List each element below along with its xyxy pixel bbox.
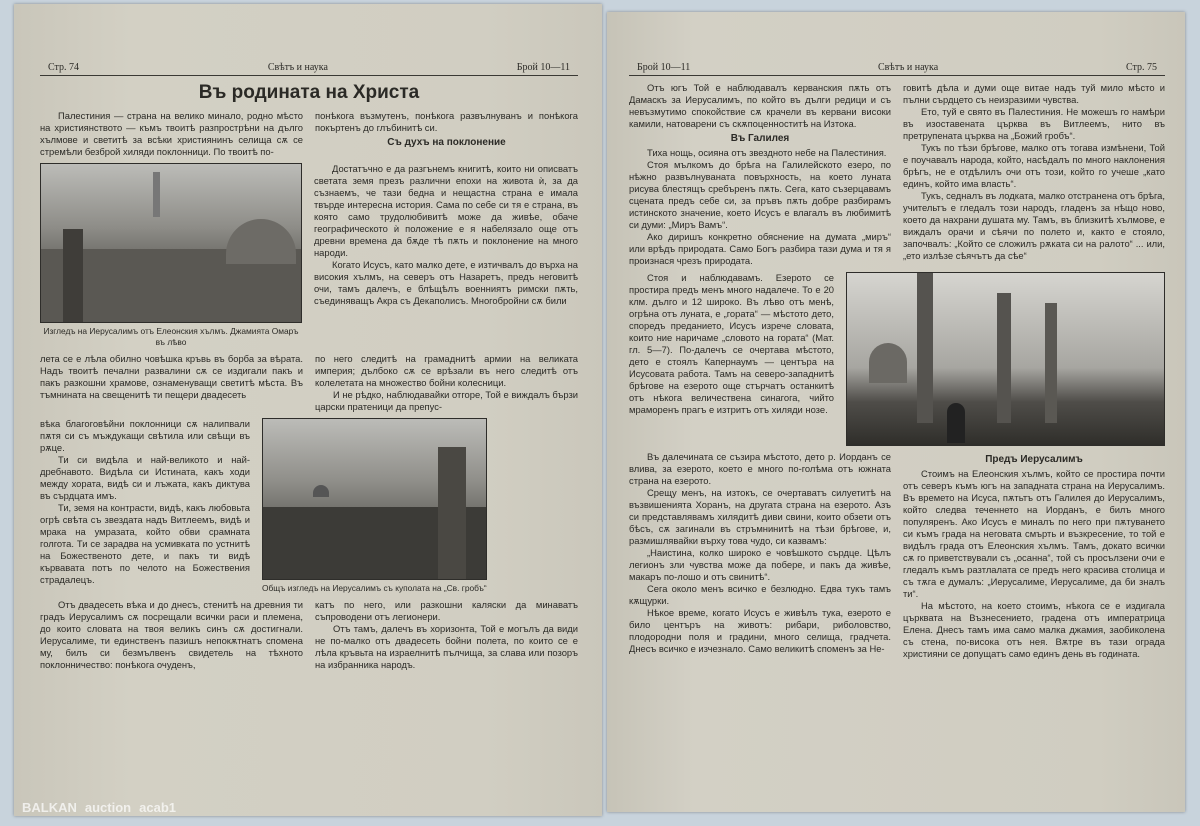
paragraph: Отъ югъ Той е наблюдавалъ керванския пѫть отъ Дамаскъ за Иерусалимъ, по който въ дълги редици и съ невъзмутимо спокойствие сѫ крачели въ кервани високи камили, натоварени съ скѫпоценноститѣ на Изтока. — [629, 82, 891, 129]
watermark-line: BALKAN — [22, 800, 77, 815]
article-title: Въ родината на Христа — [198, 82, 420, 103]
paragraph: говитѣ дѣла и думи още витае надъ туй мило мѣсто и пълни сърдцето съ неизразими чувства. — [903, 82, 1165, 105]
left-page — [14, 4, 602, 816]
paragraph: вѣка благоговѣйни поклонници сѫ налипвали пѫтя си съ мъждукащи свѣтила или свѣщи въ рѫце. — [40, 418, 250, 453]
text-column — [903, 82, 1165, 262]
section-heading: Съ духъ на поклонение — [387, 137, 506, 148]
paragraph: Стоя и наблюдавамъ. Езерото се простира предъ менъ много надалече. То е 20 клм. дълго и 12 широко. Въ лѣво отъ менѣ, огрѣна отъ луната, е „гората“ — мѣстото дето, споредъ преданието, Исусъ изрече словата, които ние наричаме „словото на гората“ (Мат. гл. 5—7). По-далечъ се очертава мѣстото, дето е стоялъ Капернаумъ — центъра на Исусовата работа. Тамъ на северо-западнитѣ брѣгове на езерото още стърчатъ останкитѣ отъ нѣкога величествена синагога, чийто мраморенъ прагъ е изтритъ отъ хиляди нозе. — [629, 272, 834, 415]
paragraph: На мѣстото, на което стоимъ, нѣкога се е издигала църквата на Възнесението, градена отъ императрица Елена. Днесъ тамъ има само малка джамия, заобиколена съ стена, по-висока отъ нея. Вѫтре въ тази ограда християни се допущатъ само единъ день въ годината. — [903, 600, 1165, 659]
paragraph: Отъ тамъ, далечъ въ хоризонта, Той е могълъ да види не по-малко отъ двадесеть бойни полета, по които се е лѣла кръвьта на израелнитѣ пълчища, за слава или позоръ на избранника народъ. — [315, 623, 578, 670]
paragraph: И не рѣдко, наблюдавайки отгоре, Той е виждалъ бързи царски пратеници да препус- — [315, 389, 578, 412]
text-column — [314, 163, 578, 307]
text-column — [315, 353, 578, 413]
text-column — [40, 110, 303, 158]
text-column — [40, 599, 303, 671]
paragraph: Тукъ, седналъ въ лодката, малко отстранена отъ брѣга, учительтъ е гледалъ този народъ, гладенъ за нѣщо ново, което да нахрани душата му. Тамъ, въ близкитѣ хълмове, е виждалъ орачи и сѣячи по полето и, както е стояло, започвалъ: „Който се сложилъ рѫката си на ралото“ ... или, „ето излѣзе сѣячътъ да сѣе“ — [903, 190, 1165, 261]
photo-dome-of-the-rock — [846, 272, 1165, 446]
paragraph: Срещу менъ, на изтокъ, се очертаватъ силуетитѣ на възвишенията Хоранъ, на другата страна на езерото. Азъ си представлявамъ хилядитѣ диви свини, които обзети отъ бѣсъ, сѫ загинали въ стръмнинитѣ на тѣзи брѣгове, и, размишлявайки върху това чудо, си казвамъ: — [629, 487, 891, 546]
paragraph: Достатъчно е да разгънемъ книгитѣ, които ни описватъ светата земя презъ различни епохи на живота ѝ, за да съзнаемъ, че тази бедна и нещастна страна е имала твърде интересна история. Сама по себе си тя е страна, въ която само трудолюбивитѣ може да живѣе, обаче географическото ѝ положение е я набелязало още отъ древни времена да бѫде тѣ пѫть и поклонение на много народи. — [314, 163, 578, 258]
photo-jerusalem-view — [40, 163, 302, 323]
page-header — [40, 62, 578, 76]
paragraph: Сега около менъ всичко е безлюдно. Едва тукъ тамъ кѫщурки. — [629, 583, 891, 606]
right-page — [607, 12, 1185, 812]
magazine-name: Свѣтъ и наука — [267, 62, 328, 73]
paragraph: Тукъ по тѣзи брѣгове, малко отъ тогава измѣнени, Той е поучавалъ народа, който, насѣдалъ по много наклонения брѣгъ, не е отдѣлилъ очи отъ този, който го учеше „като единъ, който има власть“. — [903, 142, 1165, 189]
figure — [262, 418, 487, 594]
section-heading: Въ Галилея — [730, 133, 790, 144]
text-column — [40, 418, 250, 586]
paragraph: Тиха нощь, осияна отъ звездното небе на Палестиния. — [647, 147, 887, 158]
paragraph: Отъ двадесеть вѣка и до днесъ, стенитѣ на древния ти градъ Иерусалимъ сѫ посрещали всички раси и племена, до които словата на твоя великъ синъ сѫ достигнали. Иерусалиме, ти единственъ пазишъ непокѫтнатъ спомена му, билъ си безмълвенъ свидетель на тѣхното поклонничество: понѣкога очуденъ, — [40, 599, 303, 670]
section-heading: Предъ Иерусалимъ — [985, 454, 1083, 465]
paragraph: Стоя мълкомъ до брѣга на Галилейското езеро, по нѣжно развълнуваната повърхность, на което луната рисува блестящъ сребъренъ пѫть. Сега, като съзерцавамъ сцената предъ себе си, за пръвъ пѫть добре разбирамъ истинското значение, което Исусъ е влагалъ въ любимитѣ си думи: „Миръ Вамъ“. — [629, 159, 891, 230]
paragraph: понѣкога възмутенъ, понѣкога развълнуванъ и понѣкога покъртенъ до глъбинитѣ си. — [315, 110, 578, 133]
paragraph: „Наистина, колко широко е човѣшкото сърдце. Цѣлъ легионъ зли чувства може да побере, и пакъ да живѣе, макаръ по-лошо и отъ свинитѣ“. — [629, 547, 891, 582]
figure — [846, 272, 1165, 446]
page-number: Стр. 74 — [48, 62, 80, 73]
page-header — [629, 62, 1165, 76]
paragraph: лета се е лѣла обилно човѣшка кръвь въ борба за вѣрата. Надъ твоитѣ печални развалини сѫ се издигали пакъ и пакъ разкошни храмове, ознаменуващи светитѣ мѣста. Въ тъмнината на свещенитѣ ти пещери двадесеть — [40, 353, 303, 400]
paragraph: Ето, туй е свято въ Палестиния. Не можешъ го намѣри въ изоставената църква въ Витлеемъ, нито въ претрупената църква на „Божий гробъ“. — [903, 106, 1165, 141]
text-column — [903, 451, 1165, 660]
watermark — [22, 800, 176, 815]
image-row — [40, 418, 578, 594]
paragraph: катъ по него, или разкошни каляски да минаватъ съпроводени отъ легионери. — [315, 599, 578, 622]
paragraph: Когато Исусъ, като малко дете, е изтичвалъ до върха на високия хълмъ, на северъ отъ Назаретъ, предъ неговитѣ очи, тамъ далечъ, е блѣщѣлъ военниятъ римски пѫть, съединяващъ Акра съ Декаполисъ. Многобройни сѫ били — [314, 259, 578, 306]
text-column — [629, 272, 834, 416]
text-column — [315, 110, 578, 151]
paragraph: Стоимъ на Елеонския хълмъ, който се простира почти отъ северъ къмъ югъ на западната страна на Иерусалимъ. Въ времето на Исуса, пѫтьтъ отъ Галилея до Иерусалимъ, който следва теченнето на Иорданъ, е билъ много популяренъ. Ако Исусъ е миналъ по него при пѫтуването си къмъ града на неговата смърть и възкресение, то той е видѣлъ града отъ Елеонския хълмъ. Тамъ, докато всички сѫ го приветствували съ „осанна“, той съ просълзени очи е гледалъ къмъ разтлалата се предъ него красива столица и съ тѫга е думалъ: „Иерусалиме, Иерусалиме, да би зналъ ти“. — [903, 468, 1165, 599]
text-row — [40, 599, 578, 671]
text-column — [315, 599, 578, 671]
paragraph: Ти си видѣла и най-великото и най-дребнавото. Видѣла си Истината, какъ ходи между хората, видѣ си и лъжата, какъ диктува въ сърдцата имъ. — [40, 454, 250, 501]
text-column — [629, 451, 891, 655]
figure — [40, 163, 302, 348]
issue-number: Брой 10—11 — [516, 62, 570, 73]
photo-holy-sepulchre — [262, 418, 487, 580]
text-row — [40, 353, 578, 413]
text-row — [629, 82, 1165, 267]
paragraph: Въ далечината се съзира мѣстото, дето р. Иорданъ се влива, за езерото, което е много по-голѣма отъ южната страна на езерото. — [629, 451, 891, 486]
image-row — [629, 272, 1165, 446]
text-row — [40, 110, 578, 158]
text-row — [629, 451, 1165, 660]
paragraph: Палестиния — страна на велико минало, родно мѣсто на християнството — къмъ твоитѣ разпрострѣни на дълго хълмове и светитѣ за всѣки християнинъ селища сѫ се стремѣли безброй хиляди поклонници. По твоитѣ по- — [40, 110, 303, 157]
photo-caption: Изгледъ на Иерусалимъ отъ Елеонския хълмъ. Джамията Омаръ въ лѣво — [43, 326, 299, 347]
image-row — [40, 163, 578, 348]
photo-caption: Общъ изгледъ на Иерусалимъ съ куполата на „Св. гробъ“ — [262, 583, 487, 593]
issue-number: Брой 10—11 — [637, 62, 691, 73]
paragraph: Нѣкое време, когато Исусъ е живѣлъ тука, езерото е било центъръ на животъ: рибари, риболовство, плодородни поля и градини, много селища, градчета. Днесъ всичко е изчезнало. Само великитѣ споменъ за Не- — [629, 607, 891, 654]
paragraph: Ти, земя на контрасти, видѣ, какъ любовьта огрѣ свѣта съ звездата надъ Витлеемъ, видѣ и мрака на умразата, който обви срамната голгота. Ти се зарадва на усмивката по устнитѣ на Божественото дете, и пакъ ти видѣ кървавата потъ по челото на Божествения страдалецъ. — [40, 502, 250, 585]
text-column — [40, 353, 303, 401]
page-number: Стр. 75 — [1125, 62, 1157, 73]
text-column — [629, 82, 891, 267]
watermark-line: acab1 — [139, 800, 176, 815]
watermark-line: auction — [84, 800, 132, 815]
paragraph: Ако диришъ конкретно обяснение на думата „миръ“ или врѣдъ природата. Само Богъ разбира тази дума и тя я произнася чрезъ природата. — [629, 231, 891, 266]
magazine-name: Свѣтъ и наука — [878, 62, 939, 73]
paragraph: по него следитѣ на грамаднитѣ армии на великата империя; дълбоко сѫ се врѣзали въ него следитѣ отъ колелетата на множество бойни колесници. — [315, 353, 578, 388]
